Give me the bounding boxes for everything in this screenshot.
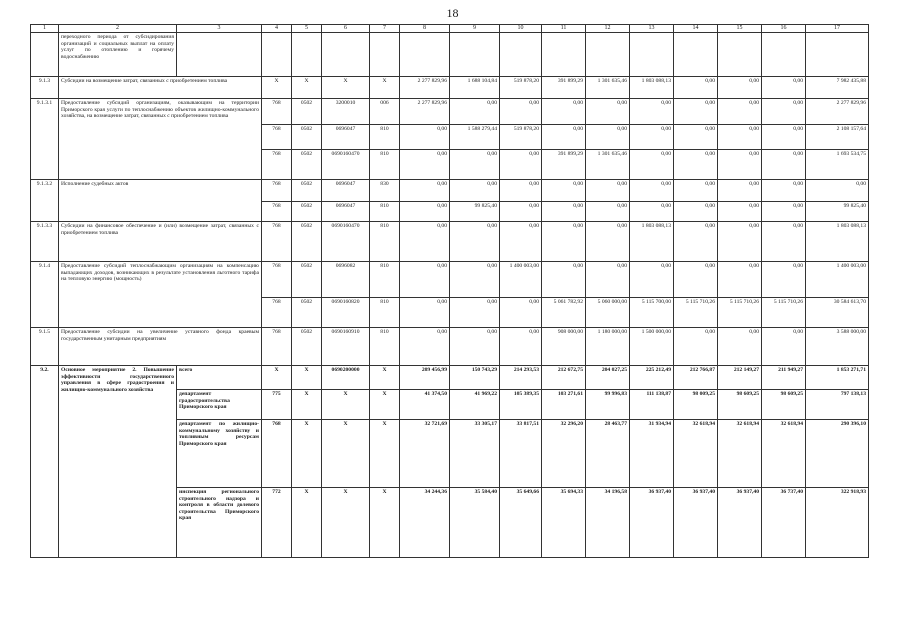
- table-cell: 1 180 000,00: [586, 328, 630, 366]
- table-cell: 0,00: [762, 202, 806, 222]
- table-cell: 1 301 635,46: [586, 150, 630, 180]
- table-row: [31, 328, 869, 366]
- table-row: [31, 33, 869, 77]
- table-cell: 32 618,94: [718, 420, 762, 488]
- table-cell: 99 825,40: [806, 202, 869, 222]
- table-cell: X: [322, 420, 370, 488]
- table-cell: 1 803 088,13: [630, 222, 674, 262]
- table-cell: 1 688 104,84: [450, 77, 500, 99]
- table-cell: X: [292, 390, 322, 420]
- table-cell: 0,00: [450, 99, 500, 125]
- table-row: [31, 262, 869, 298]
- table-cell: 32 618,94: [762, 420, 806, 488]
- table-cell: [177, 33, 262, 77]
- table-cell: 212 672,75: [542, 366, 586, 390]
- table-cell: X: [370, 77, 400, 99]
- table-cell: 0,00: [400, 328, 450, 366]
- table-cell: 2 277 829,96: [400, 77, 450, 99]
- table-cell: Субсидии на возмещение затрат, связанных с приобретением топлива: [59, 77, 262, 99]
- table-cell: 36 937,40: [630, 488, 674, 558]
- table-row: [31, 77, 869, 99]
- table-cell: 36 937,40: [674, 488, 718, 558]
- table-cell: 32 721,69: [400, 420, 450, 488]
- table-cell: 1 301 635,46: [586, 77, 630, 99]
- table-cell: 0502: [292, 202, 322, 222]
- table-cell: 0,00: [762, 99, 806, 125]
- table-cell: X: [292, 366, 322, 390]
- table-cell: 1: [31, 25, 59, 33]
- table-cell: 810: [370, 298, 400, 328]
- table-cell: 0,00: [674, 125, 718, 150]
- table-row: [31, 366, 869, 390]
- table-cell: X: [370, 420, 400, 488]
- table-cell: 0,00: [450, 262, 500, 298]
- table-cell: 9.2.: [31, 366, 59, 558]
- table-cell: 0,00: [674, 99, 718, 125]
- table-cell: 0,00: [586, 262, 630, 298]
- table-cell: [806, 33, 869, 77]
- table-cell: 5: [292, 25, 322, 33]
- table-cell: X: [322, 390, 370, 420]
- table-cell: 30 584 613,70: [806, 298, 869, 328]
- table-cell: 111 138,87: [630, 390, 674, 420]
- table-cell: 0,00: [542, 202, 586, 222]
- table-cell: 0,00: [762, 77, 806, 99]
- table-cell: 1 500 000,00: [630, 328, 674, 366]
- table-cell: [370, 33, 400, 77]
- table-cell: 0,00: [500, 180, 542, 202]
- table-cell: 98 609,25: [718, 390, 762, 420]
- table-cell: 0502: [292, 180, 322, 202]
- table-cell: 0,00: [630, 150, 674, 180]
- table-cell: 7: [370, 25, 400, 33]
- table-cell: 0502: [292, 298, 322, 328]
- table-cell: 0,00: [450, 298, 500, 328]
- table-cell: 0,00: [806, 180, 869, 202]
- table-cell: X: [322, 488, 370, 558]
- table-cell: 0,00: [500, 150, 542, 180]
- table-cell: 2 277 829,96: [806, 99, 869, 125]
- table-cell: 3: [177, 25, 262, 33]
- table-cell: X: [292, 488, 322, 558]
- table-cell: 0,00: [500, 328, 542, 366]
- table-cell: 290 396,10: [806, 420, 869, 488]
- table-cell: 0,00: [674, 328, 718, 366]
- table-cell: 0,00: [718, 125, 762, 150]
- table-cell: 0,00: [718, 99, 762, 125]
- table-cell: 0,00: [718, 77, 762, 99]
- table-cell: 0,00: [450, 180, 500, 202]
- table-cell: 14: [674, 25, 718, 33]
- table-cell: 0,00: [674, 262, 718, 298]
- table-cell: 322 918,93: [806, 488, 869, 558]
- table-cell: 0,00: [450, 222, 500, 262]
- table-cell: 5 115 700,00: [630, 298, 674, 328]
- table-cell: переходного периода от субсидирования организаций и социальных выплат на оплату услуг по отоплению и горячему водоснабжению: [59, 33, 177, 77]
- table-cell: 768: [262, 262, 292, 298]
- table-cell: 810: [370, 150, 400, 180]
- table-cell: 35 584,40: [450, 488, 500, 558]
- table-cell: 0,00: [718, 262, 762, 298]
- table-cell: 9.1.3: [31, 77, 59, 99]
- table-cell: 519 878,20: [500, 125, 542, 150]
- table-cell: 908 000,00: [542, 328, 586, 366]
- table-cell: 0690160910: [322, 328, 370, 366]
- table-cell: 810: [370, 202, 400, 222]
- table-cell: 0,00: [450, 150, 500, 180]
- table-cell: 98 009,25: [674, 390, 718, 420]
- table-cell: 1 803 088,13: [806, 222, 869, 262]
- table-row: [31, 25, 869, 33]
- table-cell: 150 743,29: [450, 366, 500, 390]
- table-cell: 0,00: [762, 328, 806, 366]
- table-cell: 006: [370, 99, 400, 125]
- table-cell: 0,00: [586, 180, 630, 202]
- table-cell: 0,00: [674, 77, 718, 99]
- table-cell: 0,00: [400, 180, 450, 202]
- table-cell: 0,00: [542, 125, 586, 150]
- table-cell: 0,00: [762, 262, 806, 298]
- table-cell: 0,00: [500, 222, 542, 262]
- table-cell: [762, 33, 806, 77]
- table-cell: [450, 33, 500, 77]
- table-cell: 5 115 710,26: [674, 298, 718, 328]
- table-cell: 768: [262, 99, 292, 125]
- table-cell: Основное мероприятие 2. Повышение эффективности государственного управления в сфере градостроения и жилищно-коммунального хозяйства: [59, 366, 177, 558]
- table-cell: X: [322, 77, 370, 99]
- table-cell: 0,00: [542, 262, 586, 298]
- table-cell: 0,00: [762, 150, 806, 180]
- table-cell: 99 825,40: [450, 202, 500, 222]
- table-cell: [500, 33, 542, 77]
- budget-table: [30, 24, 869, 558]
- table-cell: [262, 33, 292, 77]
- table-cell: Субсидии на финансовое обеспечение и (или) возмещение затрат, связанных с приобретением топлива: [59, 222, 262, 262]
- table-cell: департамент по жилищно-коммунальному хозяйству и топливным ресурсам Приморского края: [177, 420, 262, 488]
- table-cell: 36 737,40: [762, 488, 806, 558]
- table-cell: [630, 33, 674, 77]
- table-cell: 17: [806, 25, 869, 33]
- table-cell: 1 400 003,00: [806, 262, 869, 298]
- table-cell: 768: [262, 150, 292, 180]
- table-cell: X: [262, 77, 292, 99]
- table-cell: 3 588 000,00: [806, 328, 869, 366]
- table-cell: 0,00: [718, 328, 762, 366]
- table-cell: 810: [370, 262, 400, 298]
- table-cell: 0696047: [322, 202, 370, 222]
- table-cell: 0,00: [586, 99, 630, 125]
- table-cell: 810: [370, 328, 400, 366]
- table-cell: 0,00: [762, 180, 806, 202]
- table-cell: 0,00: [400, 298, 450, 328]
- table-cell: 214 293,53: [500, 366, 542, 390]
- table-cell: 9.1.3.3: [31, 222, 59, 262]
- table-cell: 225 212,49: [630, 366, 674, 390]
- table-cell: 0,00: [500, 202, 542, 222]
- table-cell: 0,00: [586, 202, 630, 222]
- table-cell: 99 996,83: [586, 390, 630, 420]
- table-cell: 9.1.3.2: [31, 180, 59, 222]
- table-cell: 0502: [292, 328, 322, 366]
- table-cell: 2: [59, 25, 177, 33]
- table-cell: 1 803 088,13: [630, 77, 674, 99]
- table-cell: 5 115 710,26: [762, 298, 806, 328]
- table-cell: 391 899,29: [542, 77, 586, 99]
- table-cell: [31, 33, 59, 77]
- table-cell: X: [370, 366, 400, 390]
- table-cell: 0,00: [630, 262, 674, 298]
- table-cell: 768: [262, 180, 292, 202]
- table-cell: 7 982 435,88: [806, 77, 869, 99]
- table-cell: 0,00: [542, 180, 586, 202]
- table-cell: 28 463,77: [586, 420, 630, 488]
- table-cell: 13: [630, 25, 674, 33]
- table-cell: 103 271,61: [542, 390, 586, 420]
- table-cell: 768: [262, 222, 292, 262]
- table-cell: 810: [370, 222, 400, 262]
- table-row: [31, 222, 869, 262]
- table-cell: [322, 33, 370, 77]
- table-cell: 0,00: [630, 125, 674, 150]
- table-cell: 0,00: [718, 202, 762, 222]
- table-cell: 4: [262, 25, 292, 33]
- table-cell: 0,00: [586, 125, 630, 150]
- table-cell: 35 694,33: [542, 488, 586, 558]
- table-cell: 0,00: [500, 99, 542, 125]
- table-cell: Предоставление субсидий организациям, оказывающим на территории Приморского края услуги по теплоснабжению объектов жилищно-коммунального хозяйства, на возмещение затрат, связанных с приобретением топлива: [59, 99, 262, 180]
- table-cell: 0,00: [630, 202, 674, 222]
- table-cell: 775: [262, 390, 292, 420]
- table-cell: 41 969,22: [450, 390, 500, 420]
- table-cell: 0690160820: [322, 298, 370, 328]
- table-row: [31, 99, 869, 125]
- table-cell: 33 305,17: [450, 420, 500, 488]
- table-cell: 32 618,94: [674, 420, 718, 488]
- table-cell: Предоставление субсидии на увеличение уставного фонда краевым государственным унитарным предприятиям: [59, 328, 262, 366]
- table-cell: 16: [762, 25, 806, 33]
- table-cell: 768: [262, 298, 292, 328]
- table-cell: 0,00: [762, 125, 806, 150]
- table-cell: 797 138,13: [806, 390, 869, 420]
- table-cell: 0,00: [718, 180, 762, 202]
- table-cell: X: [370, 390, 400, 420]
- table-cell: 36 937,40: [718, 488, 762, 558]
- table-cell: [674, 33, 718, 77]
- table-cell: 0,00: [400, 222, 450, 262]
- table-cell: 0,00: [542, 99, 586, 125]
- table-cell: 34 244,36: [400, 488, 450, 558]
- table-cell: 0,00: [762, 222, 806, 262]
- table-cell: 1 853 271,71: [806, 366, 869, 390]
- table-cell: [542, 33, 586, 77]
- table-cell: 35 649,66: [500, 488, 542, 558]
- table-cell: 830: [370, 180, 400, 202]
- table-cell: 0690160470: [322, 150, 370, 180]
- table-cell: X: [262, 366, 292, 390]
- table-cell: всего: [177, 366, 262, 390]
- table-cell: X: [370, 488, 400, 558]
- table-cell: 0502: [292, 99, 322, 125]
- table-cell: 10: [500, 25, 542, 33]
- table-cell: 0,00: [630, 99, 674, 125]
- table-cell: 209 456,99: [400, 366, 450, 390]
- table-cell: 0,00: [400, 202, 450, 222]
- table-cell: 33 817,51: [500, 420, 542, 488]
- table-cell: 0,00: [718, 150, 762, 180]
- table-cell: 204 027,25: [586, 366, 630, 390]
- table-cell: 2 108 157,64: [806, 125, 869, 150]
- table-cell: [718, 33, 762, 77]
- table-cell: 768: [262, 202, 292, 222]
- table-cell: 1 400 003,00: [500, 262, 542, 298]
- table-cell: 0,00: [450, 328, 500, 366]
- table-cell: 768: [262, 328, 292, 366]
- table-cell: 0,00: [400, 262, 450, 298]
- table-cell: 0696047: [322, 125, 370, 150]
- table-cell: 0502: [292, 150, 322, 180]
- table-cell: 212 149,27: [718, 366, 762, 390]
- table-cell: [400, 33, 450, 77]
- table-cell: 0690200000: [322, 366, 370, 390]
- table-cell: 31 934,94: [630, 420, 674, 488]
- table-cell: 2 277 829,96: [400, 99, 450, 125]
- table-cell: 0502: [292, 262, 322, 298]
- table-cell: 0502: [292, 125, 322, 150]
- table-cell: 9: [450, 25, 500, 33]
- table-body: [31, 25, 869, 558]
- table-cell: 9.1.4: [31, 262, 59, 328]
- table-cell: 211 949,27: [762, 366, 806, 390]
- table-cell: 768: [262, 420, 292, 488]
- table-cell: 0,00: [674, 202, 718, 222]
- table-cell: 0,00: [400, 150, 450, 180]
- table-cell: 810: [370, 125, 400, 150]
- table-cell: 41 374,50: [400, 390, 450, 420]
- table-cell: 6: [322, 25, 370, 33]
- table-cell: 0502: [292, 222, 322, 262]
- table-cell: 9.1.5: [31, 328, 59, 366]
- table-cell: 98 609,25: [762, 390, 806, 420]
- table-cell: [292, 33, 322, 77]
- table-cell: 15: [718, 25, 762, 33]
- table-cell: 1 693 534,75: [806, 150, 869, 180]
- table-cell: 0,00: [500, 298, 542, 328]
- table-cell: 5 115 710,26: [718, 298, 762, 328]
- table-cell: 32 296,20: [542, 420, 586, 488]
- table-cell: департамент градостроительства Приморского края: [177, 390, 262, 420]
- table-cell: 0,00: [586, 222, 630, 262]
- table-cell: 5 061 782,92: [542, 298, 586, 328]
- table-cell: 9.1.3.1: [31, 99, 59, 180]
- table-cell: [586, 33, 630, 77]
- table-cell: 12: [586, 25, 630, 33]
- table-cell: 3200010: [322, 99, 370, 125]
- table-cell: 391 899,29: [542, 150, 586, 180]
- table-cell: 0,00: [630, 180, 674, 202]
- table-cell: 0,00: [542, 222, 586, 262]
- table-cell: 772: [262, 488, 292, 558]
- table-cell: 34 196,58: [586, 488, 630, 558]
- table-cell: 0,00: [400, 125, 450, 150]
- table-cell: X: [292, 420, 322, 488]
- table-cell: 0,00: [674, 222, 718, 262]
- table-cell: 105 389,35: [500, 390, 542, 420]
- table-cell: 212 766,87: [674, 366, 718, 390]
- table-cell: 0696082: [322, 262, 370, 298]
- table-cell: Предоставление субсидий теплоснабжающим организациям на компенсацию выпадающих доходов, возникающих в результате установления льготного тарифа на тепловую энергию (мощность): [59, 262, 262, 328]
- table-row: [31, 180, 869, 202]
- table-cell: 0690160470: [322, 222, 370, 262]
- table-cell: 0696047: [322, 180, 370, 202]
- table-cell: 0,00: [718, 222, 762, 262]
- page-number: 18: [446, 6, 459, 20]
- table-cell: X: [292, 77, 322, 99]
- table-cell: 11: [542, 25, 586, 33]
- table-cell: инспекция регионального строительного надзора и контроля в области долевого строительства Приморского края: [177, 488, 262, 558]
- table-cell: 0,00: [674, 180, 718, 202]
- table-cell: 0,00: [674, 150, 718, 180]
- table-cell: 768: [262, 125, 292, 150]
- table-cell: 5 060 000,00: [586, 298, 630, 328]
- table-cell: 1 588 279,44: [450, 125, 500, 150]
- table-cell: Исполнение судебных актов: [59, 180, 262, 222]
- table-cell: 519 878,20: [500, 77, 542, 99]
- table-cell: 8: [400, 25, 450, 33]
